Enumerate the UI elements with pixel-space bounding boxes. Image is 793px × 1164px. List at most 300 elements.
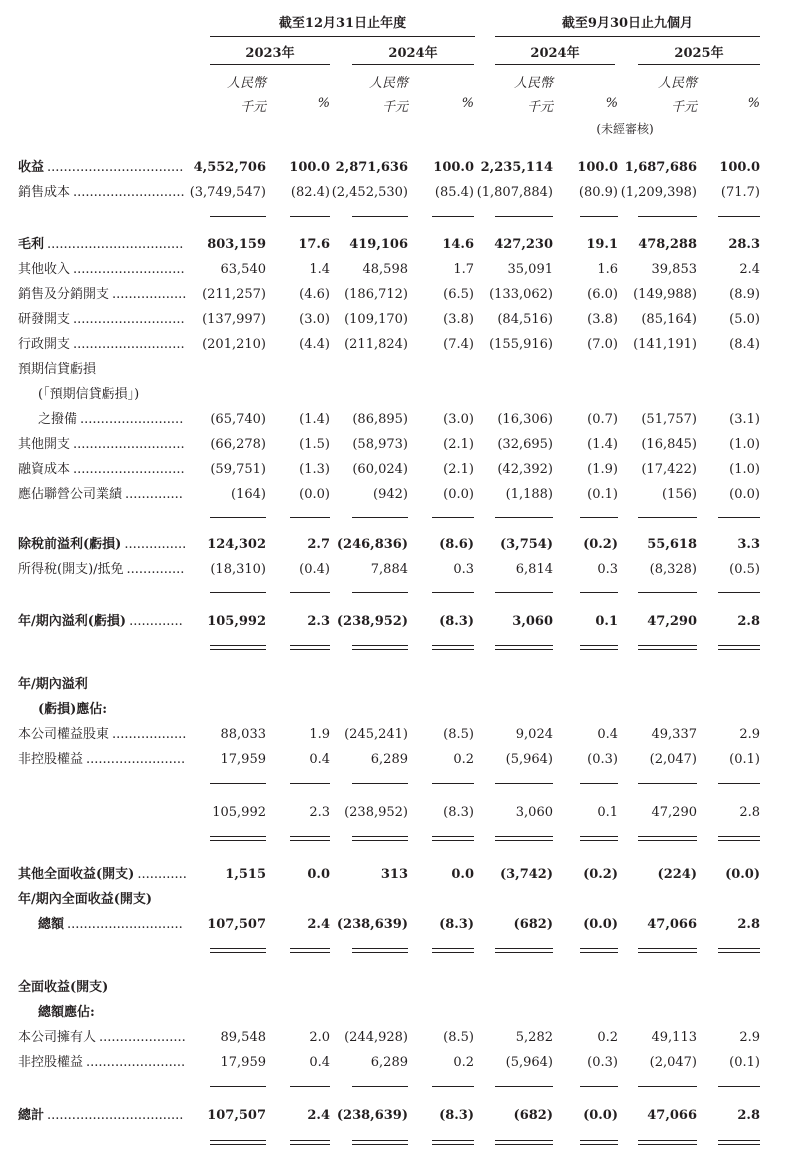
amount-cell: (3,749,547) <box>189 185 266 200</box>
subtotal-rule <box>638 1086 697 1087</box>
percent-cell: (8.3) <box>439 614 474 629</box>
percent-label: % <box>605 96 618 111</box>
percent-cell: (8.9) <box>729 287 760 302</box>
percent-cell: 100.0 <box>289 160 330 175</box>
row-label: 其他收入 <box>18 262 71 277</box>
amount-cell: 2,235,114 <box>480 160 553 175</box>
dot-leader: ................................. <box>47 237 184 252</box>
total-double-rule <box>638 645 697 650</box>
subtotal-rule <box>290 783 330 784</box>
year-rule-4 <box>638 64 760 65</box>
amount-cell: (224) <box>657 867 697 882</box>
total-double-rule <box>290 836 330 841</box>
statement-row <box>0 435 793 455</box>
total-double-rule <box>432 645 474 650</box>
statement-row <box>0 158 793 178</box>
total-double-rule <box>580 948 618 953</box>
percent-cell: (4.6) <box>299 287 330 302</box>
subtotal-rule <box>210 517 266 518</box>
percent-cell: 2.4 <box>739 262 760 277</box>
year-rule-1 <box>210 64 330 65</box>
dot-leader: ........................... <box>73 337 185 352</box>
amount-cell: (51,757) <box>641 412 697 427</box>
row-label: 本公司權益股東 <box>18 727 110 742</box>
percent-cell: (8.5) <box>443 1030 474 1045</box>
percent-cell: 2.7 <box>307 537 330 552</box>
percent-cell: 1.4 <box>309 262 330 277</box>
statement-row <box>0 803 793 823</box>
statement-row <box>0 612 793 632</box>
percent-cell: 0.4 <box>597 727 618 742</box>
percent-cell: 0.4 <box>309 752 330 767</box>
percent-cell: (2.1) <box>443 437 474 452</box>
amount-cell: 35,091 <box>507 262 553 277</box>
percent-cell: (0.0) <box>583 917 618 932</box>
total-double-rule <box>638 1140 697 1145</box>
total-double-rule <box>210 836 266 841</box>
subtotal-rule <box>432 783 474 784</box>
amount-cell: 105,992 <box>207 614 266 629</box>
percent-cell: (8.3) <box>439 917 474 932</box>
subtotal-rule <box>718 216 760 217</box>
dot-leader: .............. <box>125 487 183 502</box>
percent-cell: 2.3 <box>307 614 330 629</box>
amount-cell: (149,988) <box>633 287 697 302</box>
currency-label: 人民幣 <box>226 76 266 91</box>
header-group-rule-1 <box>210 36 475 37</box>
subtotal-rule <box>580 783 618 784</box>
percent-cell: 0.4 <box>309 1055 330 1070</box>
total-double-rule <box>718 948 760 953</box>
amount-cell: (84,516) <box>497 312 553 327</box>
amount-cell: 124,302 <box>207 537 266 552</box>
subtotal-rule <box>432 517 474 518</box>
amount-cell: (1,188) <box>505 487 553 502</box>
percent-cell: (3.0) <box>299 312 330 327</box>
percent-cell: (0.7) <box>587 412 618 427</box>
amount-cell: (5,964) <box>505 1055 553 1070</box>
statement-row <box>0 410 793 430</box>
total-double-rule <box>495 948 553 953</box>
row-label: 全面收益(開支) <box>18 980 109 995</box>
year-header-2023: 2023年 <box>245 46 295 61</box>
percent-cell: (0.3) <box>587 1055 618 1070</box>
amount-cell: 107,507 <box>207 917 266 932</box>
percent-cell: 100.0 <box>577 160 618 175</box>
total-double-rule <box>580 1140 618 1145</box>
amount-cell: (682) <box>513 1108 553 1123</box>
percent-cell: 0.3 <box>453 562 474 577</box>
dot-leader: ................................. <box>47 160 184 175</box>
subtotal-rule <box>290 592 330 593</box>
percent-cell: 14.6 <box>442 237 474 252</box>
dot-leader: ........................ <box>86 1055 186 1070</box>
percent-cell: (1.5) <box>299 437 330 452</box>
subtotal-rule <box>638 783 697 784</box>
percent-cell: (3.8) <box>587 312 618 327</box>
subtotal-rule <box>290 517 330 518</box>
amount-cell: (66,278) <box>210 437 266 452</box>
subtotal-rule <box>210 592 266 593</box>
statement-row <box>0 485 793 505</box>
amount-cell: (682) <box>513 917 553 932</box>
percent-cell: (0.0) <box>725 867 760 882</box>
amount-cell: (59,751) <box>210 462 266 477</box>
row-label: 總額應佔: <box>38 1005 95 1020</box>
percent-cell: (2.1) <box>443 462 474 477</box>
statement-row <box>0 535 793 555</box>
amount-cell: (32,695) <box>497 437 553 452</box>
amount-cell: (156) <box>662 487 697 502</box>
amount-cell: 803,159 <box>207 237 266 252</box>
total-double-rule <box>352 948 408 953</box>
percent-cell: (71.7) <box>720 185 760 200</box>
amount-cell: (8,328) <box>649 562 697 577</box>
row-label: 非控股權益 <box>18 1055 84 1070</box>
row-label: 研發開支 <box>18 312 71 327</box>
percent-cell: (3.8) <box>443 312 474 327</box>
percent-label: % <box>317 96 330 111</box>
percent-cell: (0.5) <box>729 562 760 577</box>
total-double-rule <box>432 948 474 953</box>
subtotal-rule <box>210 783 266 784</box>
amount-cell: (42,392) <box>497 462 553 477</box>
percent-cell: 1.7 <box>453 262 474 277</box>
percent-cell: 17.6 <box>298 237 330 252</box>
amount-cell: (238,639) <box>336 917 408 932</box>
total-double-rule <box>432 836 474 841</box>
amount-cell: (211,257) <box>202 287 266 302</box>
dot-leader: ........................... <box>73 312 185 327</box>
amount-cell: 6,289 <box>370 1055 408 1070</box>
percent-cell: (82.4) <box>290 185 330 200</box>
subtotal-rule <box>495 592 553 593</box>
amount-cell: 49,337 <box>651 727 697 742</box>
subtotal-rule <box>580 216 618 217</box>
statement-row <box>0 700 793 720</box>
amount-cell: (65,740) <box>210 412 266 427</box>
amount-cell: (1,807,884) <box>476 185 553 200</box>
statement-row <box>0 285 793 305</box>
amount-cell: 1,687,686 <box>624 160 697 175</box>
dot-leader: ................................. <box>47 1108 184 1123</box>
total-double-rule <box>718 1140 760 1145</box>
statement-row <box>0 890 793 910</box>
percent-cell: 0.1 <box>595 614 618 629</box>
amount-cell: (2,047) <box>649 1055 697 1070</box>
year-rule-2 <box>352 64 474 65</box>
amount-cell: 105,992 <box>212 805 266 820</box>
amount-cell: (155,916) <box>489 337 553 352</box>
amount-cell: (238,952) <box>336 614 408 629</box>
amount-cell: 5,282 <box>515 1030 553 1045</box>
amount-cell: (60,024) <box>352 462 408 477</box>
amount-cell: 313 <box>380 867 408 882</box>
amount-cell: 9,024 <box>515 727 553 742</box>
subtotal-rule <box>495 517 553 518</box>
statement-row <box>0 260 793 280</box>
percent-cell: (0.2) <box>583 867 618 882</box>
percent-label: % <box>747 96 760 111</box>
amount-cell: (133,062) <box>489 287 553 302</box>
amount-cell: (3,742) <box>499 867 553 882</box>
row-label: 總額 <box>38 917 65 932</box>
dot-leader: ............................ <box>67 917 183 932</box>
amount-cell: (141,191) <box>633 337 697 352</box>
percent-cell: 2.8 <box>737 1108 760 1123</box>
subtotal-rule <box>210 216 266 217</box>
percent-cell: (1.3) <box>299 462 330 477</box>
row-label: 銷售及分銷開支 <box>18 287 110 302</box>
statement-row <box>0 335 793 355</box>
row-label: 之撥備 <box>38 412 78 427</box>
percent-cell: (8.5) <box>443 727 474 742</box>
statement-row <box>0 750 793 770</box>
percent-cell: 2.4 <box>307 917 330 932</box>
subtotal-rule <box>210 1086 266 1087</box>
percent-cell: 0.0 <box>451 867 474 882</box>
percent-cell: 0.2 <box>597 1030 618 1045</box>
total-double-rule <box>210 645 266 650</box>
subtotal-rule <box>352 216 408 217</box>
year-header-2024-nine-months: 2024年 <box>530 46 580 61</box>
amount-cell: 6,289 <box>370 752 408 767</box>
subtotal-rule <box>495 783 553 784</box>
statement-row <box>0 725 793 745</box>
total-double-rule <box>432 1140 474 1145</box>
subtotal-rule <box>352 592 408 593</box>
amount-cell: (109,170) <box>344 312 408 327</box>
percent-cell: 0.2 <box>453 1055 474 1070</box>
percent-cell: (0.2) <box>583 537 618 552</box>
amount-cell: (17,422) <box>641 462 697 477</box>
amount-cell: (58,973) <box>352 437 408 452</box>
subtotal-rule <box>352 1086 408 1087</box>
percent-cell: (0.0) <box>583 1108 618 1123</box>
percent-cell: (7.0) <box>587 337 618 352</box>
row-label: (虧損)應佔: <box>38 702 108 717</box>
percent-cell: (85.4) <box>434 185 474 200</box>
percent-cell: (1.4) <box>299 412 330 427</box>
amount-cell: (238,639) <box>336 1108 408 1123</box>
row-label: 本公司擁有人 <box>18 1030 97 1045</box>
percent-cell: 0.2 <box>453 752 474 767</box>
percent-cell: (3.0) <box>443 412 474 427</box>
year-header-2024: 2024年 <box>388 46 438 61</box>
percent-cell: (8.6) <box>439 537 474 552</box>
total-double-rule <box>210 948 266 953</box>
total-double-rule <box>718 836 760 841</box>
subtotal-rule <box>580 592 618 593</box>
percent-cell: 3.3 <box>737 537 760 552</box>
subtotal-rule <box>432 592 474 593</box>
amount-cell: (16,306) <box>497 412 553 427</box>
subtotal-rule <box>352 783 408 784</box>
amount-cell: (2,047) <box>649 752 697 767</box>
amount-cell: 17,959 <box>220 752 266 767</box>
amount-cell: 47,290 <box>647 614 697 629</box>
amount-cell: (3,754) <box>499 537 553 552</box>
amount-cell: (244,928) <box>344 1030 408 1045</box>
header-group-rule-2 <box>495 36 760 37</box>
subtotal-rule <box>580 517 618 518</box>
percent-cell: 19.1 <box>586 237 618 252</box>
percent-cell: 0.3 <box>597 562 618 577</box>
total-double-rule <box>580 645 618 650</box>
total-double-rule <box>290 948 330 953</box>
amount-cell: 48,598 <box>362 262 408 277</box>
percent-label: % <box>461 96 474 111</box>
statement-row <box>0 865 793 885</box>
row-label: (「預期信貸虧損」) <box>38 387 140 402</box>
subtotal-rule <box>290 1086 330 1087</box>
amount-cell: 6,814 <box>515 562 553 577</box>
percent-cell: (0.0) <box>443 487 474 502</box>
dot-leader: ..................... <box>99 1030 186 1045</box>
percent-cell: 2.0 <box>309 1030 330 1045</box>
amount-cell: 2,871,636 <box>335 160 408 175</box>
subtotal-rule <box>718 1086 760 1087</box>
amount-cell: (86,895) <box>352 412 408 427</box>
percent-cell: (1.0) <box>729 437 760 452</box>
dot-leader: ......................... <box>80 412 184 427</box>
amount-cell: (164) <box>231 487 266 502</box>
total-double-rule <box>638 836 697 841</box>
subtotal-rule <box>638 517 697 518</box>
subtotal-rule <box>352 517 408 518</box>
percent-cell: 2.8 <box>737 614 760 629</box>
percent-cell: 1.6 <box>597 262 618 277</box>
unit-label: 千元 <box>526 100 553 115</box>
amount-cell: 55,618 <box>647 537 697 552</box>
dot-leader: ........................... <box>73 262 185 277</box>
statement-row <box>0 675 793 695</box>
statement-row <box>0 310 793 330</box>
percent-cell: (5.0) <box>729 312 760 327</box>
row-label: 毛利 <box>18 237 45 252</box>
amount-cell: 7,884 <box>370 562 408 577</box>
amount-cell: (238,952) <box>344 805 408 820</box>
amount-cell: (137,997) <box>202 312 266 327</box>
currency-label: 人民幣 <box>368 76 408 91</box>
amount-cell: 63,540 <box>220 262 266 277</box>
total-double-rule <box>495 645 553 650</box>
amount-cell: 17,959 <box>220 1055 266 1070</box>
statement-row <box>0 385 793 405</box>
row-label: 行政開支 <box>18 337 71 352</box>
unaudited-note: (未經審核) <box>596 122 654 136</box>
amount-cell: (186,712) <box>344 287 408 302</box>
percent-cell: (1.9) <box>587 462 618 477</box>
dot-leader: .................. <box>112 287 187 302</box>
percent-cell: 0.1 <box>597 805 618 820</box>
total-double-rule <box>352 836 408 841</box>
dot-leader: ............ <box>137 867 187 882</box>
subtotal-rule <box>718 517 760 518</box>
dot-leader: .............. <box>126 562 185 577</box>
amount-cell: (85,164) <box>641 312 697 327</box>
total-double-rule <box>495 1140 553 1145</box>
percent-cell: 1.9 <box>309 727 330 742</box>
statement-row <box>0 460 793 480</box>
percent-cell: (0.3) <box>587 752 618 767</box>
percent-cell: (0.1) <box>729 752 760 767</box>
subtotal-rule <box>290 216 330 217</box>
percent-cell: (6.0) <box>587 287 618 302</box>
amount-cell: 478,288 <box>638 237 697 252</box>
amount-cell: 107,507 <box>207 1108 266 1123</box>
total-double-rule <box>638 948 697 953</box>
statement-row <box>0 560 793 580</box>
unit-label: 千元 <box>670 100 697 115</box>
amount-cell: (245,241) <box>344 727 408 742</box>
percent-cell: (4.4) <box>299 337 330 352</box>
amount-cell: (5,964) <box>505 752 553 767</box>
row-label: 銷售成本 <box>18 185 71 200</box>
amount-cell: 3,060 <box>512 614 553 629</box>
statement-row <box>0 1106 793 1126</box>
percent-cell: 2.9 <box>739 1030 760 1045</box>
percent-cell: 2.3 <box>309 805 330 820</box>
currency-label: 人民幣 <box>513 76 553 91</box>
row-label: 所得稅(開支)/抵免 <box>18 562 124 577</box>
amount-cell: (16,845) <box>641 437 697 452</box>
dot-leader: ............... <box>124 537 187 552</box>
header-group-year-ended: 截至12月31日止年度 <box>278 16 407 31</box>
dot-leader: ............. <box>129 614 183 629</box>
percent-cell: 100.0 <box>719 160 760 175</box>
amount-cell: 4,552,706 <box>193 160 266 175</box>
amount-cell: 419,106 <box>349 237 408 252</box>
year-header-2025-nine-months: 2025年 <box>674 46 724 61</box>
total-double-rule <box>210 1140 266 1145</box>
percent-cell: (8.3) <box>439 1108 474 1123</box>
percent-cell: (0.0) <box>299 487 330 502</box>
amount-cell: 89,548 <box>220 1030 266 1045</box>
amount-cell: 427,230 <box>494 237 553 252</box>
subtotal-rule <box>718 783 760 784</box>
amount-cell: 49,113 <box>651 1030 697 1045</box>
percent-cell: (1.0) <box>729 462 760 477</box>
subtotal-rule <box>495 1086 553 1087</box>
row-label: 總計 <box>18 1108 45 1123</box>
row-label: 預期信貸虧損 <box>18 362 97 377</box>
amount-cell: (1,209,398) <box>620 185 697 200</box>
subtotal-rule <box>432 1086 474 1087</box>
percent-cell: (0.1) <box>729 1055 760 1070</box>
percent-cell: (0.0) <box>729 487 760 502</box>
row-label: 年/期內溢利 <box>18 677 88 692</box>
percent-cell: (80.9) <box>578 185 618 200</box>
dot-leader: ........................... <box>73 462 185 477</box>
row-label: 融資成本 <box>18 462 71 477</box>
statement-row <box>0 235 793 255</box>
subtotal-rule <box>718 592 760 593</box>
statement-row <box>0 360 793 380</box>
unit-label: 千元 <box>239 100 266 115</box>
amount-cell: (211,824) <box>344 337 408 352</box>
statement-row <box>0 1053 793 1073</box>
row-label: 其他全面收益(開支) <box>18 867 135 882</box>
dot-leader: ........................ <box>86 752 186 767</box>
percent-cell: (3.1) <box>729 412 760 427</box>
amount-cell: 1,515 <box>225 867 266 882</box>
total-double-rule <box>290 645 330 650</box>
total-double-rule <box>718 645 760 650</box>
amount-cell: 47,066 <box>647 917 697 932</box>
year-rule-3 <box>495 64 615 65</box>
percent-cell: 2.8 <box>739 805 760 820</box>
